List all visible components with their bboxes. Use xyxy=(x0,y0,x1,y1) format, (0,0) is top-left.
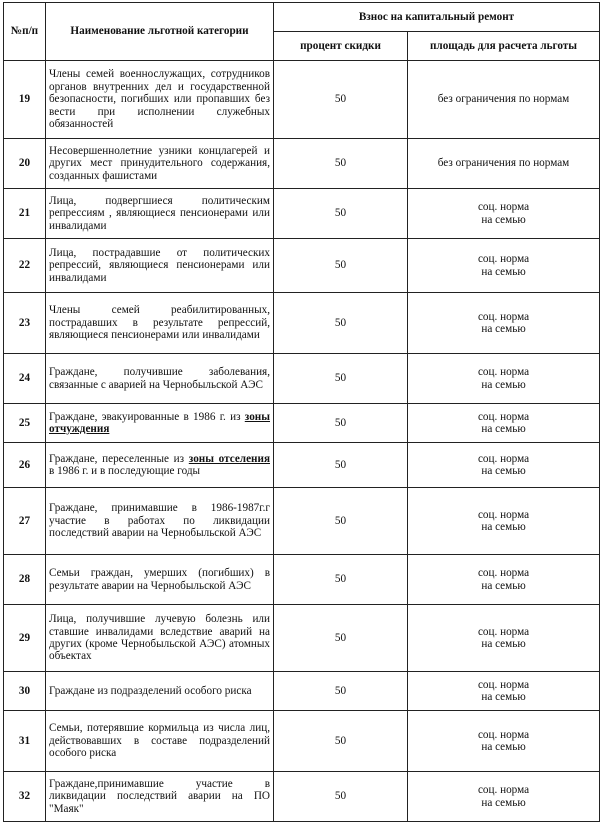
benefit-area-line: на семью xyxy=(481,378,526,391)
row-number: 27 xyxy=(4,488,46,555)
benefit-area-line: соц. норма xyxy=(477,201,530,214)
category-text: Граждане, эвакуированные в 1986 г. из xyxy=(49,410,245,423)
benefit-area xyxy=(408,354,600,404)
category-text: Граждане, получившие заболевания, связанные с аварией на Чернобыльской АЭС xyxy=(49,366,270,391)
benefit-area xyxy=(408,772,600,822)
benefit-area-line: на семью xyxy=(481,265,526,278)
category-name xyxy=(46,404,274,443)
category-name xyxy=(46,555,274,605)
benefit-area-line: на семью xyxy=(481,213,526,226)
benefit-area-line: соц. норма xyxy=(477,567,530,580)
header-number: №п/п xyxy=(4,3,46,61)
table-row xyxy=(4,354,600,404)
header-discount-percent: процент скидки xyxy=(274,32,408,61)
category-name xyxy=(46,293,274,354)
category-name xyxy=(46,672,274,711)
table-row xyxy=(4,555,600,605)
header-benefit-area: площадь для расчета льготы xyxy=(408,32,600,61)
category-name xyxy=(46,354,274,404)
category-text: Члены семей реабилитированных, пострадавших в результате репрессий, являющиеся пенсионерами или инвалидами xyxy=(49,304,270,342)
benefit-area-line: соц. норма xyxy=(477,253,530,266)
benefit-area-line: соц. норма xyxy=(477,678,530,691)
category-text: Граждане, переселенные из xyxy=(49,452,189,465)
header-repair-fee: Взнос на капитальный ремонт xyxy=(274,3,600,32)
benefit-area-line: на семью xyxy=(481,638,526,650)
benefit-area-line: соц. норма xyxy=(477,728,530,741)
discount-value: 50 xyxy=(274,711,408,772)
category-text: Семьи граждан, умерших (погибших) в результате аварии на Чернобыльской АЭС xyxy=(49,567,270,592)
row-number: 22 xyxy=(4,239,46,293)
category-name xyxy=(46,189,274,239)
benefit-area xyxy=(408,404,600,443)
discount-value: 50 xyxy=(274,139,408,189)
discount-value: 50 xyxy=(274,605,408,672)
table-row xyxy=(4,189,600,239)
table-row xyxy=(4,605,600,672)
benefit-area-line: соц. норма xyxy=(477,784,530,797)
category-text-continued: в 1986 г. и в последующие годы xyxy=(49,465,201,477)
row-number: 20 xyxy=(4,139,46,189)
benefit-area xyxy=(408,443,600,488)
table-row xyxy=(4,488,600,555)
category-name xyxy=(46,605,274,672)
row-number: 19 xyxy=(4,61,46,139)
row-number: 21 xyxy=(4,189,46,239)
header-category-name: Наименование льготной категории xyxy=(46,3,274,61)
row-number: 24 xyxy=(4,354,46,404)
benefit-area xyxy=(408,61,600,139)
benefit-area-line: без ограничения по нормам xyxy=(437,157,570,170)
table-body xyxy=(4,61,600,822)
category-name xyxy=(46,61,274,139)
table-row xyxy=(4,672,600,711)
benefit-area xyxy=(408,239,600,293)
discount-value: 50 xyxy=(274,772,408,822)
table-row xyxy=(4,711,600,772)
benefit-area-line: на семью xyxy=(481,465,526,477)
discount-value: 50 xyxy=(274,189,408,239)
benefit-area-line: на семью xyxy=(481,691,526,703)
discount-value: 50 xyxy=(274,354,408,404)
discount-value: 50 xyxy=(274,555,408,605)
category-text: Семьи, потерявшие кормильца из числа лиц, действовавших в составе подразделений особого риска xyxy=(49,722,270,760)
row-number: 23 xyxy=(4,293,46,354)
category-text: Лица, получившие лучевую болезнь или ставшие инвалидами вследствие аварий на других (кроме Чернобыльской АЭС) атомных объектах xyxy=(49,613,270,663)
benefit-area-line: на семью xyxy=(481,323,526,335)
discount-value: 50 xyxy=(274,239,408,293)
benefit-area xyxy=(408,605,600,672)
category-text: Несовершеннолетние узники концлагерей и других мест принудительного содержания, созданных фашистами xyxy=(49,144,270,182)
category-name xyxy=(46,443,274,488)
row-number: 26 xyxy=(4,443,46,488)
benefit-area-line: соц. норма xyxy=(477,625,530,638)
benefit-area-line: соц. норма xyxy=(477,452,530,465)
benefit-area-line: на семью xyxy=(481,796,526,809)
category-text: Члены семей военнослужащих, сотрудников органов внутренних дел и государственной безопасности, погибших или пропавших без вести при исполнении служебных обязанностей xyxy=(49,68,270,131)
benefit-area-line: без ограничения по нормам xyxy=(437,93,570,106)
benefit-area xyxy=(408,139,600,189)
benefit-area xyxy=(408,293,600,354)
discount-value: 50 xyxy=(274,293,408,354)
benefit-area xyxy=(408,672,600,711)
category-text: Лица, пострадавшие от политических репрессий, являющиеся пенсионерами или инвалидами xyxy=(49,246,270,284)
benefit-area xyxy=(408,488,600,555)
table-row xyxy=(4,293,600,354)
table-row xyxy=(4,404,600,443)
table-row xyxy=(4,139,600,189)
discount-value: 50 xyxy=(274,61,408,139)
category-name xyxy=(46,239,274,293)
benefits-table xyxy=(3,2,600,822)
zone-link[interactable]: зоны отчуждения xyxy=(49,410,270,435)
benefit-area-line: на семью xyxy=(481,579,526,592)
benefit-area-line: соц. норма xyxy=(477,410,530,423)
benefit-area-line: на семью xyxy=(481,741,526,753)
discount-value: 50 xyxy=(274,443,408,488)
row-number: 29 xyxy=(4,605,46,672)
category-name xyxy=(46,139,274,189)
category-text: Граждане из подразделений особого риска xyxy=(49,684,252,697)
category-name xyxy=(46,772,274,822)
category-text: Лица, подвергшиеся политическим репрессиям , являющиеся пенсионерами или инвалидами xyxy=(49,194,270,232)
category-text: Граждане,принимавшие участие в ликвидации последствий аварии на ПО "Маяк" xyxy=(49,777,270,815)
category-text: Граждане, принимавшие в 1986-1987г.г участие в работах по ликвидации последствий аварии на Чернобыльской АЭС xyxy=(49,502,270,540)
benefit-area xyxy=(408,711,600,772)
table-row xyxy=(4,443,600,488)
benefit-area-line: соц. норма xyxy=(477,508,530,521)
zone-link[interactable]: зоны отселения xyxy=(188,452,270,465)
row-number: 32 xyxy=(4,772,46,822)
table-row xyxy=(4,61,600,139)
table-row xyxy=(4,772,600,822)
benefit-area xyxy=(408,189,600,239)
table-header xyxy=(4,3,600,61)
table-row xyxy=(4,239,600,293)
row-number: 31 xyxy=(4,711,46,772)
row-number: 30 xyxy=(4,672,46,711)
benefit-area-line: соц. норма xyxy=(477,366,530,379)
benefit-area-line: соц. норма xyxy=(477,310,530,323)
benefit-area xyxy=(408,555,600,605)
discount-value: 50 xyxy=(274,404,408,443)
discount-value: 50 xyxy=(274,488,408,555)
discount-value: 50 xyxy=(274,672,408,711)
row-number: 28 xyxy=(4,555,46,605)
category-name xyxy=(46,711,274,772)
benefit-area-line: на семью xyxy=(481,521,526,533)
category-name xyxy=(46,488,274,555)
benefit-area-line: на семью xyxy=(481,423,526,435)
row-number: 25 xyxy=(4,404,46,443)
